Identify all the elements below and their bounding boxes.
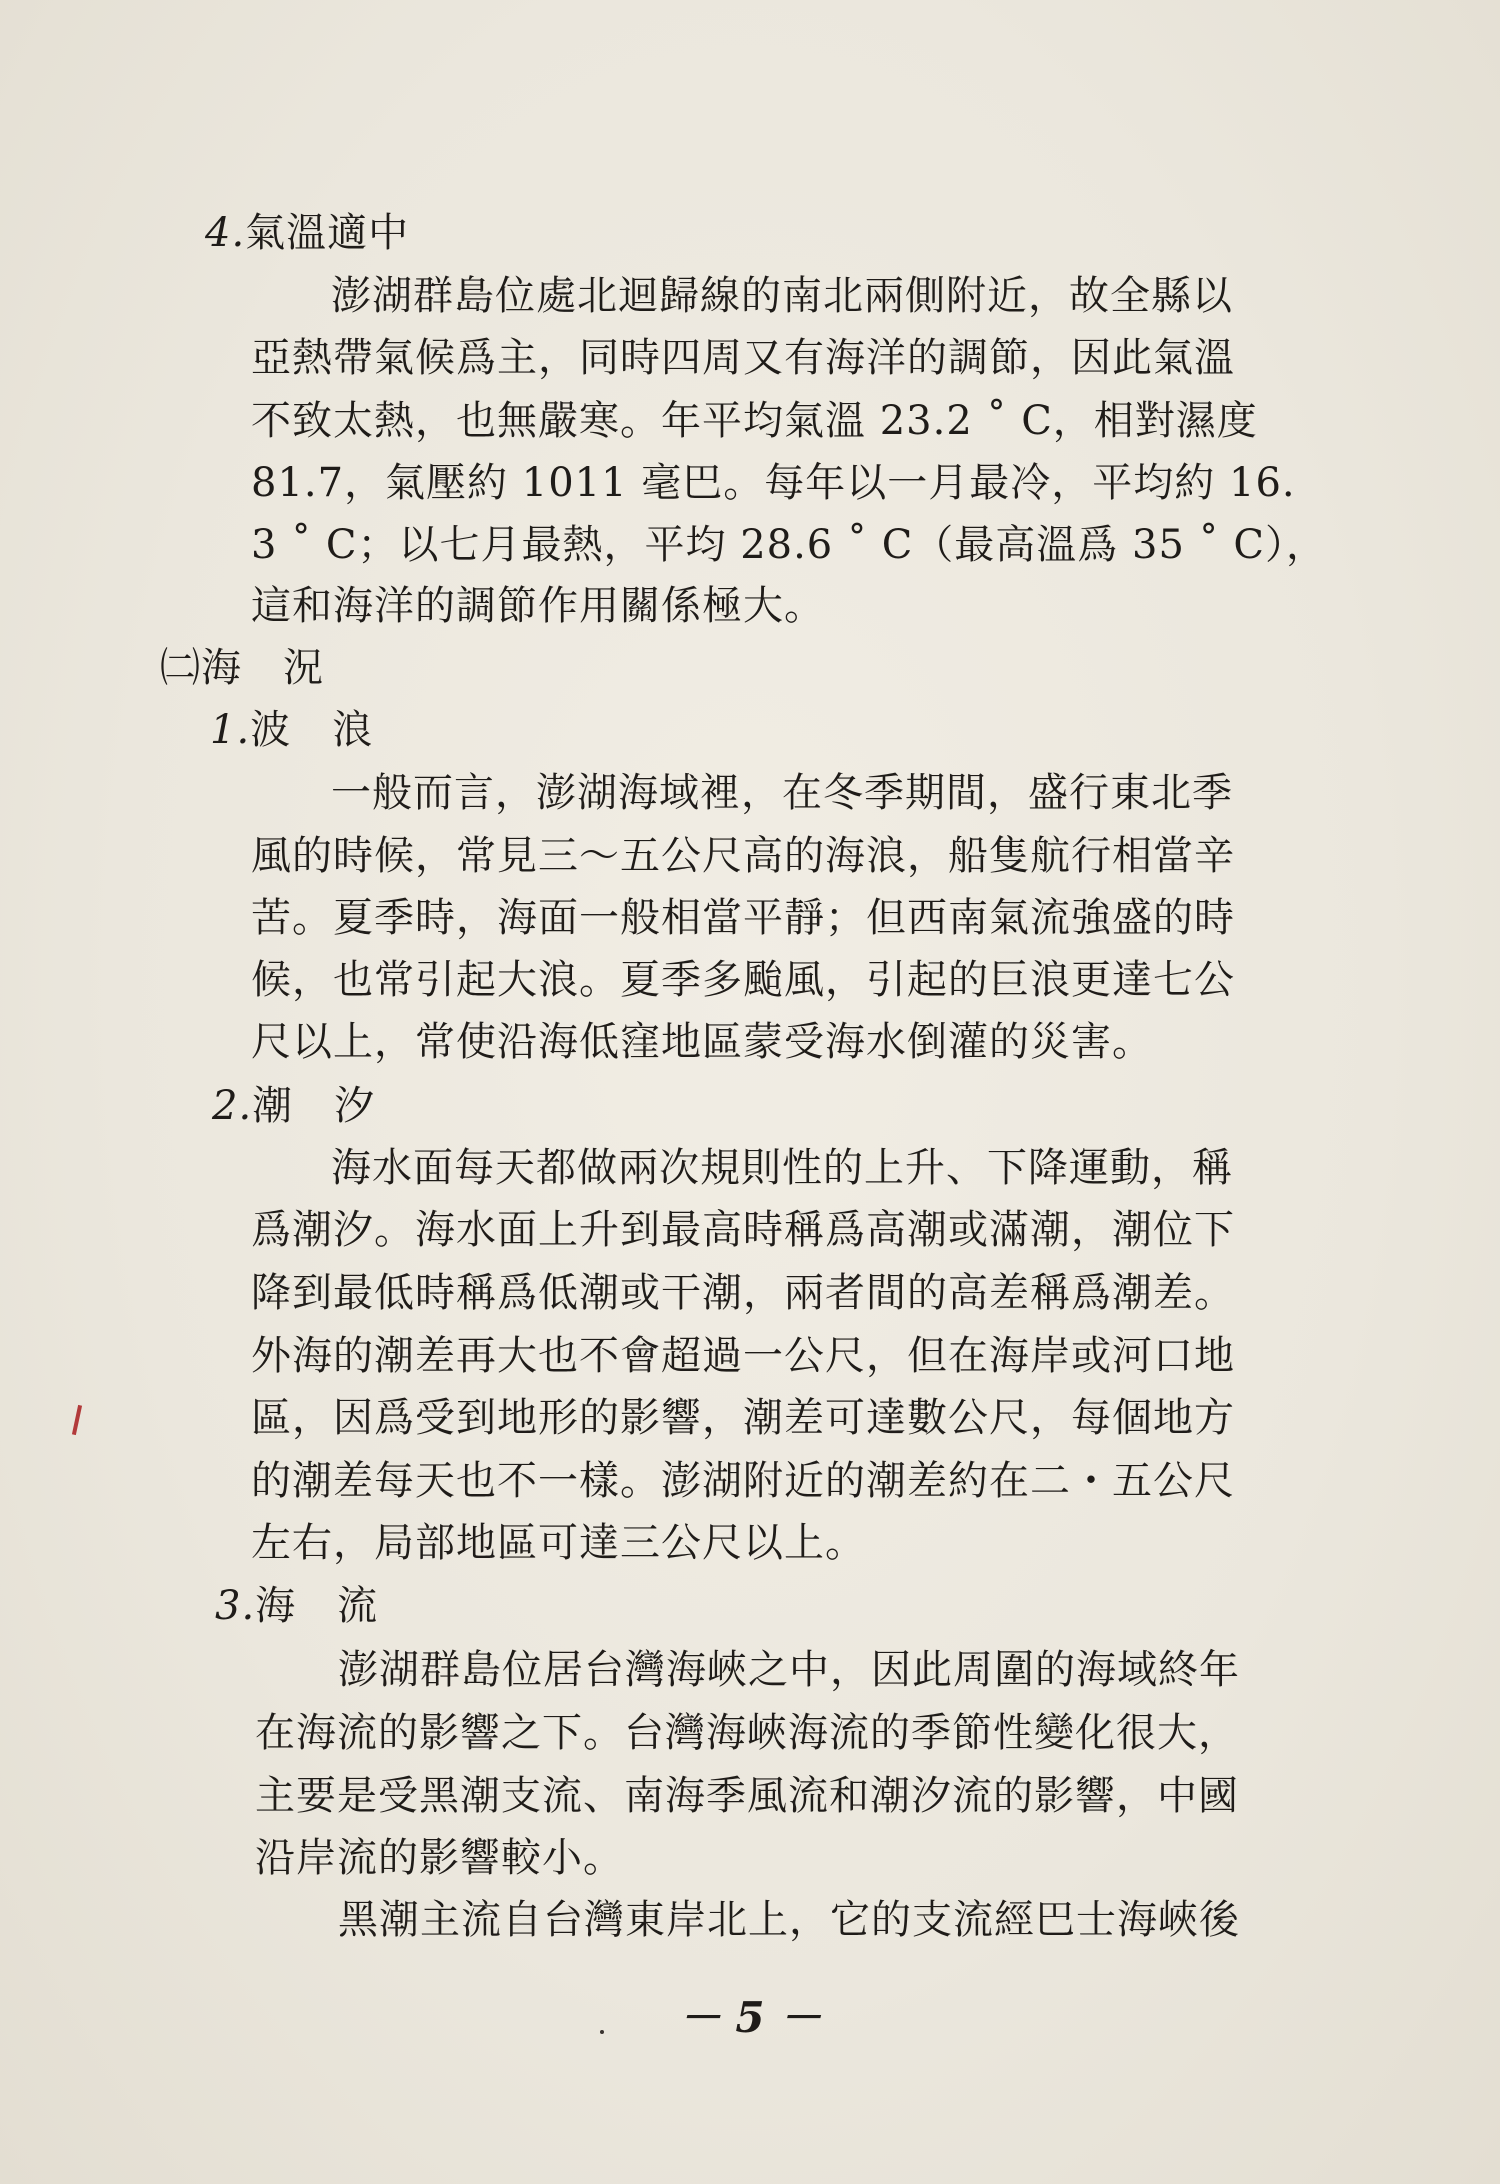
paragraph-line: 區，因爲受到地形的影響，潮差可達數公尺，每個地方 — [251, 1395, 1235, 1441]
section-4-heading — [205, 205, 409, 261]
paragraph-line: 黑潮主流自台灣東岸北上，它的支流經巴士海峽後 — [338, 1897, 1240, 1943]
paragraph-line: 風的時候，常見三～五公尺高的海浪，船隻航行相當辛 — [251, 833, 1235, 879]
paragraph-line: 主要是受黑潮支流、南海季風流和潮汐流的影響，中國 — [255, 1773, 1239, 1819]
topic-title: 波 浪 — [250, 707, 374, 753]
ink-dot — [600, 2030, 604, 2034]
section-title: 氣溫適中 — [245, 210, 410, 256]
topic-number: 1. — [210, 707, 251, 753]
paragraph-line: 81.7，氣壓約 1011 毫巴。每年以一月最冷，平均約 16. — [251, 460, 1296, 506]
paragraph-line: 亞熱帶氣候爲主，同時四周又有海洋的調節，因此氣溫 — [251, 335, 1235, 381]
paragraph-line: 沿岸流的影響較小。 — [255, 1835, 624, 1881]
topic-3-heading — [215, 1578, 378, 1634]
page-number: － 5 － — [678, 1993, 822, 2042]
paragraph-line: 尺以上，常使沿海低窪地區蒙受海水倒灌的災害。 — [251, 1019, 1153, 1065]
paragraph-line: 候，也常引起大浪。夏季多颱風，引起的巨浪更達七公 — [251, 957, 1235, 1003]
paragraph-line: 左右，局部地區可達三公尺以上。 — [251, 1520, 866, 1566]
paragraph-line: 不致太熱，也無嚴寒。年平均氣溫 23.2 ˚ C，相對濕度 — [251, 398, 1258, 444]
paragraph-line: 澎湖群島位居台灣海峽之中，因此周圍的海域終年 — [338, 1647, 1240, 1693]
paragraph-line: 外海的潮差再大也不會超過一公尺，但在海岸或河口地 — [251, 1333, 1235, 1379]
topic-2-heading — [212, 1078, 375, 1134]
topic-number: 3. — [215, 1583, 256, 1629]
paragraph-line: 降到最低時稱爲低潮或干潮，兩者間的高差稱爲潮差。 — [251, 1270, 1235, 1316]
ink-mark — [72, 1405, 82, 1435]
topic-title: 潮 汐 — [252, 1083, 376, 1129]
paragraph-line: 的潮差每天也不一樣。澎湖附近的潮差約在二・五公尺 — [251, 1458, 1235, 1504]
topic-title: 海 流 — [255, 1583, 379, 1629]
paragraph-line: 在海流的影響之下。台灣海峽海流的季節性變化很大， — [255, 1710, 1239, 1756]
topic-number: 2. — [212, 1083, 253, 1129]
subsection-heading: ㈡海 況 — [160, 645, 324, 691]
paragraph-line: 3 ˚ C；以七月最熱，平均 28.6 ˚ C（最高溫爲 35 ˚ C）， — [251, 522, 1327, 568]
topic-1-heading — [210, 702, 373, 758]
paragraph-line: 這和海洋的調節作用關係極大。 — [251, 583, 825, 629]
paragraph-line: 一般而言，澎湖海域裡，在冬季期間，盛行東北季 — [331, 770, 1233, 816]
paragraph-line: 苦。夏季時，海面一般相當平靜；但西南氣流強盛的時 — [251, 895, 1235, 941]
paragraph-line: 澎湖群島位處北迴歸線的南北兩側附近，故全縣以 — [331, 273, 1233, 319]
paragraph-line: 海水面每天都做兩次規則性的上升、下降運動，稱 — [331, 1145, 1233, 1191]
section-number: 4. — [205, 210, 246, 256]
paragraph-line: 爲潮汐。海水面上升到最高時稱爲高潮或滿潮，潮位下 — [251, 1207, 1235, 1253]
